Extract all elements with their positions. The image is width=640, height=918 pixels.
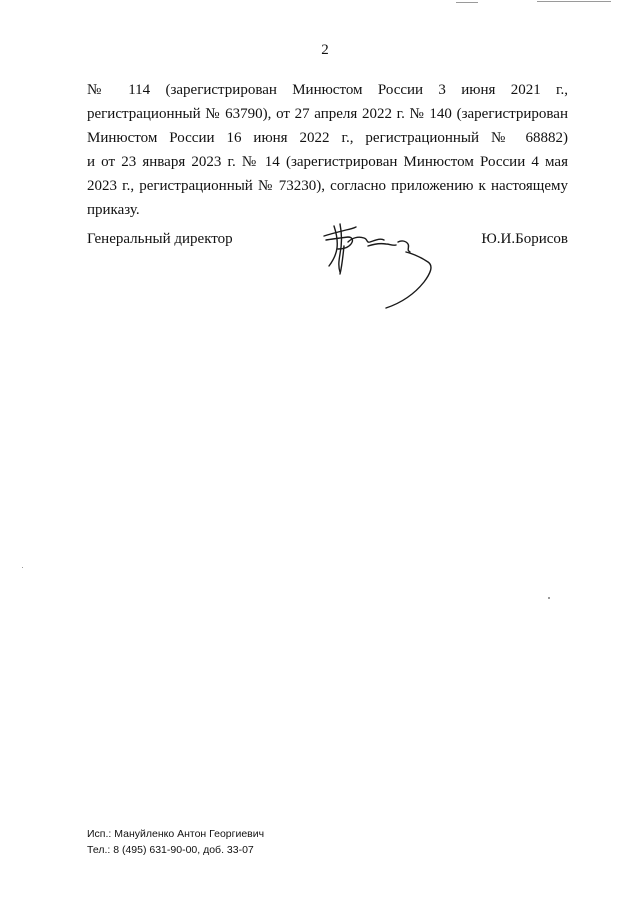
body-line: регистрационный № 63790), от 27 апреля 2022 г. № 140 (зарегистрирован [87,106,568,122]
scan-speck [22,567,23,568]
executor-line: Исп.: Мануйленко Антон Георгиевич [87,828,265,840]
body-paragraph [87,78,568,222]
signatory-name: Ю.И.Борисов [481,231,568,247]
footer-contact [87,826,264,858]
body-line: № 114 (зарегистрирован Минюстом России 3 июня 2021 г., [87,82,568,98]
signatory-position: Генеральный директор [87,231,233,247]
body-line: 2023 г., регистрационный № 73230), согласно приложению к настоящему [87,178,568,194]
scan-artifact [456,2,478,3]
page-number: 2 [321,42,329,58]
body-line: и от 23 января 2023 г. № 14 (зарегистрирован Минюстом России 4 мая [87,154,568,170]
phone-line: Тел.: 8 (495) 631-90-00, доб. 33-07 [87,844,254,856]
body-line: Минюстом России 16 июня 2022 г., регистрационный № 68882) [87,130,568,146]
scan-speck [548,597,550,599]
handwritten-signature [318,216,442,312]
scan-artifact [537,1,611,2]
body-line: приказу. [87,202,140,218]
